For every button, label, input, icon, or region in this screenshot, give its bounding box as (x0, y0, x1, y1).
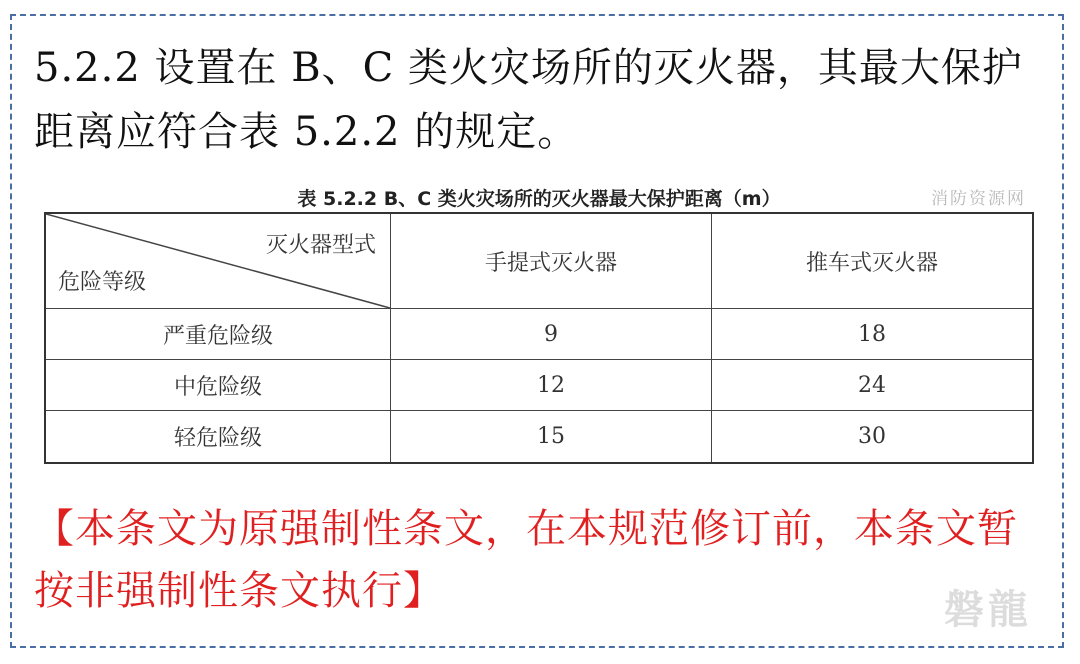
corner-label-level: 危险等级 (58, 270, 147, 295)
handheld-distance-cell: 12 (391, 360, 712, 411)
protection-distance-table (44, 212, 1034, 464)
mandatory-note: 【本条文为原强制性条文，在本规范修订前，本条文暂按非强制性条文执行】 (34, 506, 1018, 614)
table-caption-row (44, 180, 1034, 212)
table-row (45, 411, 1033, 463)
row-level-cell: 中危险级 (45, 360, 391, 411)
clause-heading: 5.2.2 设置在 B、C 类火灾场所的灭火器，其最大保护距离应符合表 5.2.2 的规定。 (34, 45, 1023, 155)
corner-label-type: 灭火器型式 (265, 233, 376, 258)
row-level-cell: 轻危险级 (45, 411, 391, 463)
table-corner-cell (45, 213, 391, 309)
column-header-handheld: 手提式灭火器 (391, 213, 712, 309)
handheld-distance-cell: 15 (391, 411, 712, 463)
row-level-cell: 严重危险级 (45, 309, 391, 360)
site-watermark: 消防资源网 (931, 189, 1026, 209)
table-row (45, 360, 1033, 411)
table-caption: 表 5.2.2 B、C 类火灾场所的灭火器最大保护距离（m） (297, 188, 781, 210)
table-row (45, 309, 1033, 360)
table-header-row (45, 213, 1033, 309)
cart-distance-cell: 18 (712, 309, 1034, 360)
logo-watermark: 磐龍 (944, 587, 1032, 633)
column-header-cart: 推车式灭火器 (712, 213, 1034, 309)
cart-distance-cell: 24 (712, 360, 1034, 411)
handheld-distance-cell: 9 (391, 309, 712, 360)
cart-distance-cell: 30 (712, 411, 1034, 463)
